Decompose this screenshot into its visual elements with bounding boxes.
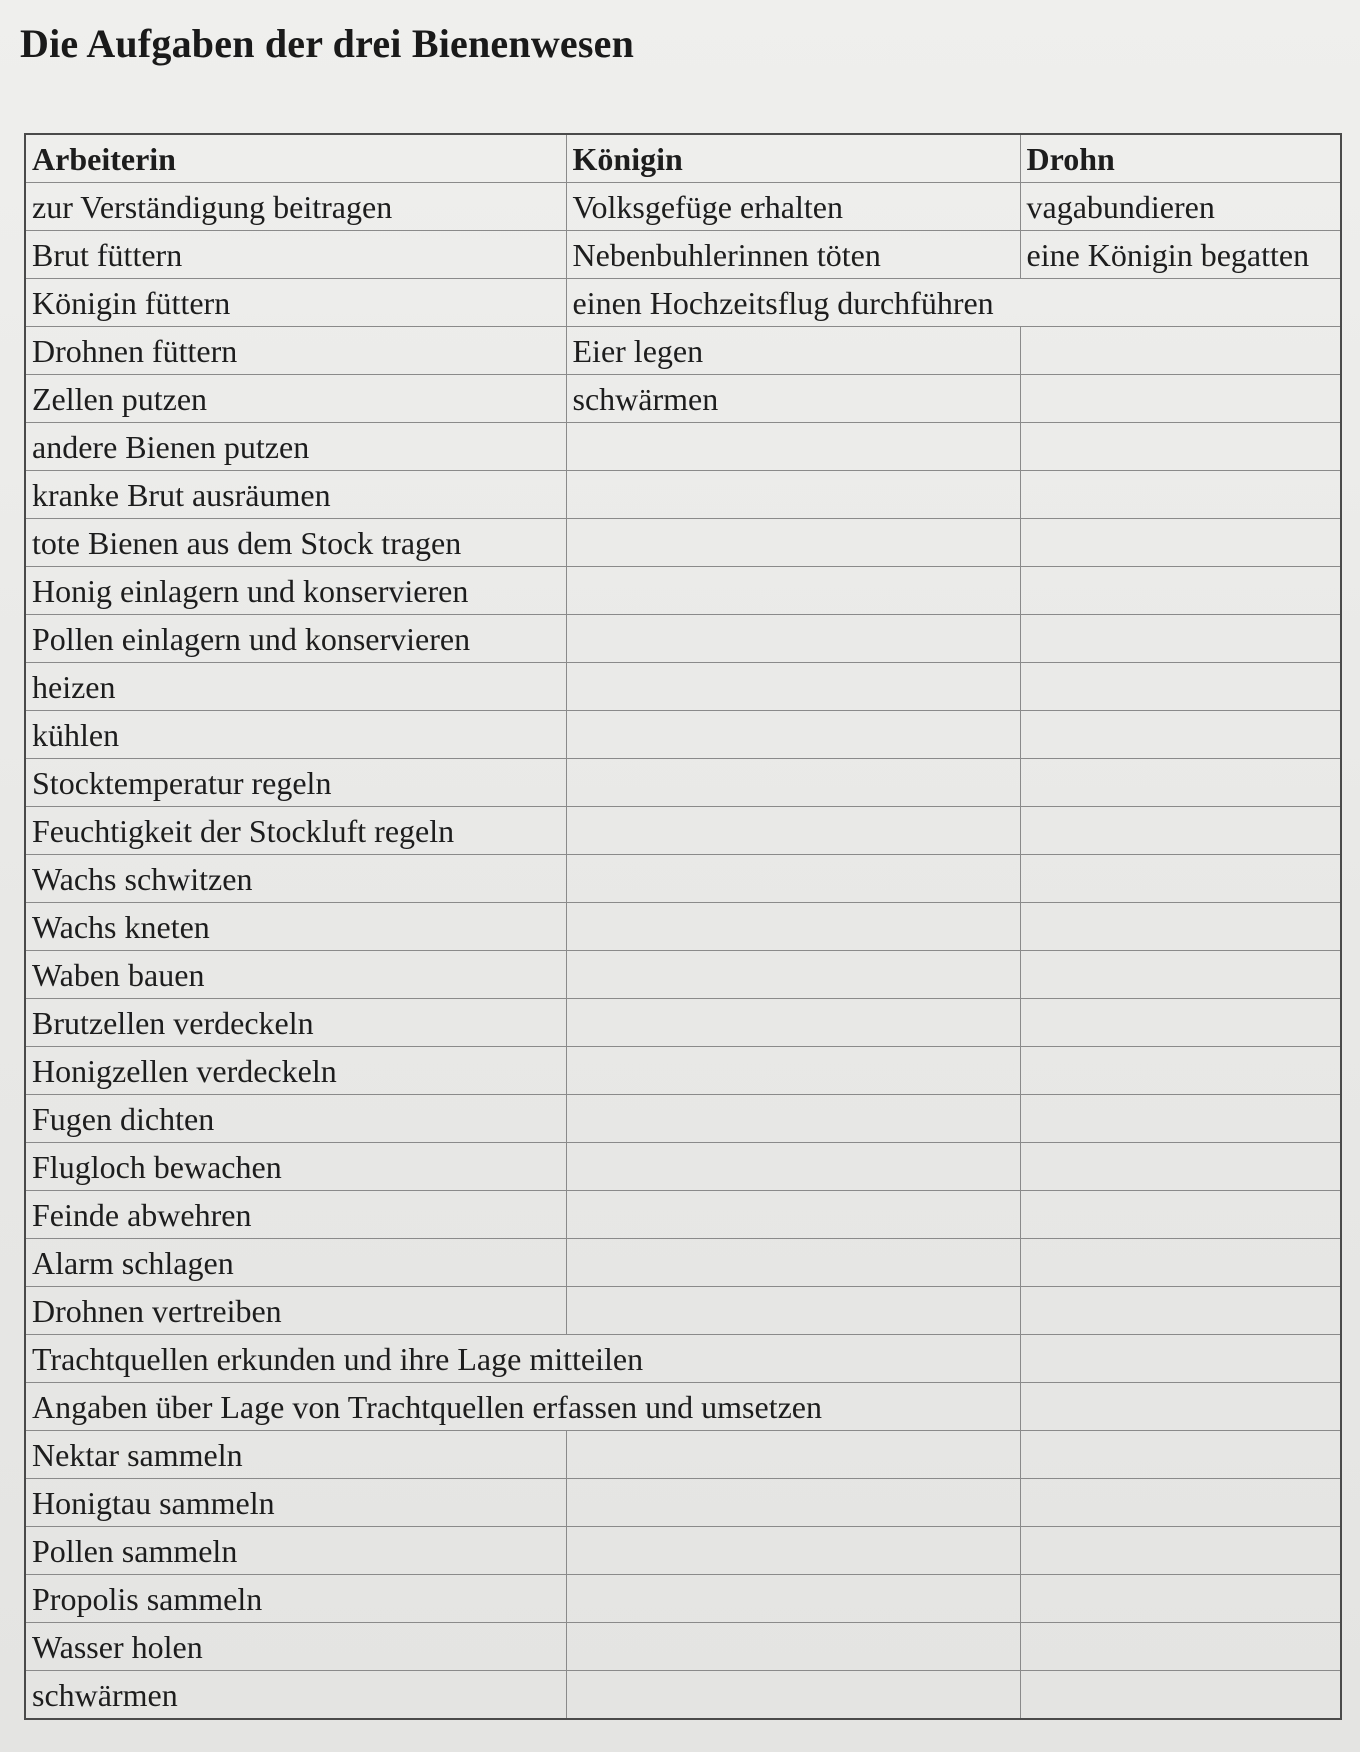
table-row xyxy=(25,279,1341,327)
cell-drohn xyxy=(1020,951,1341,999)
cell-koenigin xyxy=(566,759,1020,807)
cell-koenigin xyxy=(566,1623,1020,1671)
cell-arbeiterin: Wachs schwitzen xyxy=(25,855,566,903)
table-row xyxy=(25,1095,1341,1143)
header-arbeiterin: Arbeiterin xyxy=(25,134,566,183)
cell-koenigin: einen Hochzeitsflug durchführen xyxy=(566,279,1341,327)
cell-arbeiterin: Drohnen vertreiben xyxy=(25,1287,566,1335)
cell-koenigin: Eier legen xyxy=(566,327,1020,375)
cell-arbeiterin: kranke Brut ausräumen xyxy=(25,471,566,519)
cell-arbeiterin: Fugen dichten xyxy=(25,1095,566,1143)
cell-koenigin xyxy=(566,1047,1020,1095)
table-body xyxy=(25,183,1341,1720)
cell-arbeiterin: Wasser holen xyxy=(25,1623,566,1671)
cell-arbeiterin: Waben bauen xyxy=(25,951,566,999)
cell-arbeiterin: heizen xyxy=(25,663,566,711)
cell-koenigin xyxy=(566,663,1020,711)
cell-arbeiterin: schwärmen xyxy=(25,1671,566,1720)
cell-drohn xyxy=(1020,759,1341,807)
cell-arbeiterin: Wachs kneten xyxy=(25,903,566,951)
table-row xyxy=(25,519,1341,567)
cell-arbeiterin: Trachtquellen erkunden und ihre Lage mitteilen xyxy=(25,1335,1020,1383)
table-row xyxy=(25,1479,1341,1527)
cell-koenigin xyxy=(566,903,1020,951)
cell-arbeiterin: Propolis sammeln xyxy=(25,1575,566,1623)
cell-arbeiterin: Feuchtigkeit der Stockluft regeln xyxy=(25,807,566,855)
tasks-table xyxy=(24,133,1342,1720)
cell-arbeiterin: Alarm schlagen xyxy=(25,1239,566,1287)
cell-koenigin xyxy=(566,1671,1020,1720)
cell-arbeiterin: Flugloch bewachen xyxy=(25,1143,566,1191)
cell-drohn xyxy=(1020,1527,1341,1575)
cell-drohn xyxy=(1020,1479,1341,1527)
cell-drohn: vagabundieren xyxy=(1020,183,1341,231)
table-row xyxy=(25,615,1341,663)
cell-drohn xyxy=(1020,471,1341,519)
table-row xyxy=(25,1671,1341,1720)
cell-arbeiterin: Angaben über Lage von Trachtquellen erfassen und umsetzen xyxy=(25,1383,1020,1431)
cell-arbeiterin: Honigzellen verdeckeln xyxy=(25,1047,566,1095)
table-row xyxy=(25,1191,1341,1239)
table-row xyxy=(25,375,1341,423)
cell-drohn xyxy=(1020,1575,1341,1623)
cell-koenigin xyxy=(566,615,1020,663)
cell-drohn xyxy=(1020,615,1341,663)
cell-drohn xyxy=(1020,903,1341,951)
cell-drohn xyxy=(1020,567,1341,615)
cell-koenigin xyxy=(566,423,1020,471)
cell-drohn xyxy=(1020,999,1341,1047)
table-row xyxy=(25,663,1341,711)
cell-drohn xyxy=(1020,663,1341,711)
cell-drohn xyxy=(1020,327,1341,375)
cell-drohn xyxy=(1020,1239,1341,1287)
cell-arbeiterin: Nektar sammeln xyxy=(25,1431,566,1479)
cell-drohn: eine Königin begatten xyxy=(1020,231,1341,279)
table-row xyxy=(25,711,1341,759)
cell-drohn xyxy=(1020,807,1341,855)
cell-drohn xyxy=(1020,1431,1341,1479)
cell-koenigin xyxy=(566,999,1020,1047)
cell-koenigin xyxy=(566,1431,1020,1479)
cell-arbeiterin: Zellen putzen xyxy=(25,375,566,423)
cell-drohn xyxy=(1020,1287,1341,1335)
cell-arbeiterin: Stocktemperatur regeln xyxy=(25,759,566,807)
table-row xyxy=(25,759,1341,807)
table-row xyxy=(25,231,1341,279)
cell-drohn xyxy=(1020,423,1341,471)
cell-drohn xyxy=(1020,375,1341,423)
cell-koenigin xyxy=(566,1287,1020,1335)
header-row xyxy=(25,134,1341,183)
cell-koenigin xyxy=(566,1575,1020,1623)
cell-drohn xyxy=(1020,1335,1341,1383)
cell-koenigin xyxy=(566,1143,1020,1191)
cell-arbeiterin: Brutzellen verdeckeln xyxy=(25,999,566,1047)
table-row xyxy=(25,1431,1341,1479)
table-row xyxy=(25,951,1341,999)
cell-koenigin xyxy=(566,1191,1020,1239)
table-row xyxy=(25,1047,1341,1095)
cell-drohn xyxy=(1020,1383,1341,1431)
cell-koenigin: Volksgefüge erhalten xyxy=(566,183,1020,231)
cell-drohn xyxy=(1020,711,1341,759)
cell-arbeiterin: tote Bienen aus dem Stock tragen xyxy=(25,519,566,567)
table-row xyxy=(25,1623,1341,1671)
cell-drohn xyxy=(1020,1047,1341,1095)
table-row xyxy=(25,1239,1341,1287)
cell-koenigin xyxy=(566,471,1020,519)
cell-arbeiterin: Drohnen füttern xyxy=(25,327,566,375)
cell-drohn xyxy=(1020,1671,1341,1720)
page-title: Die Aufgaben der drei Bienenwesen xyxy=(20,21,635,66)
cell-koenigin xyxy=(566,807,1020,855)
cell-drohn xyxy=(1020,519,1341,567)
cell-arbeiterin: Königin füttern xyxy=(25,279,566,327)
table-row xyxy=(25,183,1341,231)
cell-arbeiterin: Brut füttern xyxy=(25,231,566,279)
cell-koenigin xyxy=(566,519,1020,567)
cell-koenigin xyxy=(566,951,1020,999)
cell-arbeiterin: Pollen sammeln xyxy=(25,1527,566,1575)
table-row xyxy=(25,567,1341,615)
cell-koenigin xyxy=(566,1479,1020,1527)
cell-koenigin xyxy=(566,567,1020,615)
cell-drohn xyxy=(1020,1623,1341,1671)
cell-koenigin xyxy=(566,1095,1020,1143)
cell-arbeiterin: zur Verständigung beitragen xyxy=(25,183,566,231)
cell-drohn xyxy=(1020,1143,1341,1191)
cell-koenigin xyxy=(566,855,1020,903)
cell-arbeiterin: andere Bienen putzen xyxy=(25,423,566,471)
cell-koenigin: schwärmen xyxy=(566,375,1020,423)
cell-arbeiterin: kühlen xyxy=(25,711,566,759)
table-row xyxy=(25,1527,1341,1575)
cell-drohn xyxy=(1020,1095,1341,1143)
table-row xyxy=(25,999,1341,1047)
table-row xyxy=(25,855,1341,903)
table-row xyxy=(25,903,1341,951)
cell-drohn xyxy=(1020,855,1341,903)
table-row xyxy=(25,1143,1341,1191)
table-row xyxy=(25,327,1341,375)
cell-koenigin xyxy=(566,1527,1020,1575)
cell-drohn xyxy=(1020,1191,1341,1239)
cell-koenigin xyxy=(566,711,1020,759)
table-row xyxy=(25,1575,1341,1623)
cell-arbeiterin: Feinde abwehren xyxy=(25,1191,566,1239)
table-row xyxy=(25,471,1341,519)
header-koenigin: Königin xyxy=(566,134,1020,183)
table-row xyxy=(25,1383,1341,1431)
header-drohn: Drohn xyxy=(1020,134,1341,183)
cell-arbeiterin: Pollen einlagern und konservieren xyxy=(25,615,566,663)
cell-arbeiterin: Honigtau sammeln xyxy=(25,1479,566,1527)
table-row xyxy=(25,1287,1341,1335)
table-row xyxy=(25,423,1341,471)
table-row xyxy=(25,807,1341,855)
table-row xyxy=(25,1335,1341,1383)
cell-arbeiterin: Honig einlagern und konservieren xyxy=(25,567,566,615)
cell-koenigin: Nebenbuhlerinnen töten xyxy=(566,231,1020,279)
cell-koenigin xyxy=(566,1239,1020,1287)
